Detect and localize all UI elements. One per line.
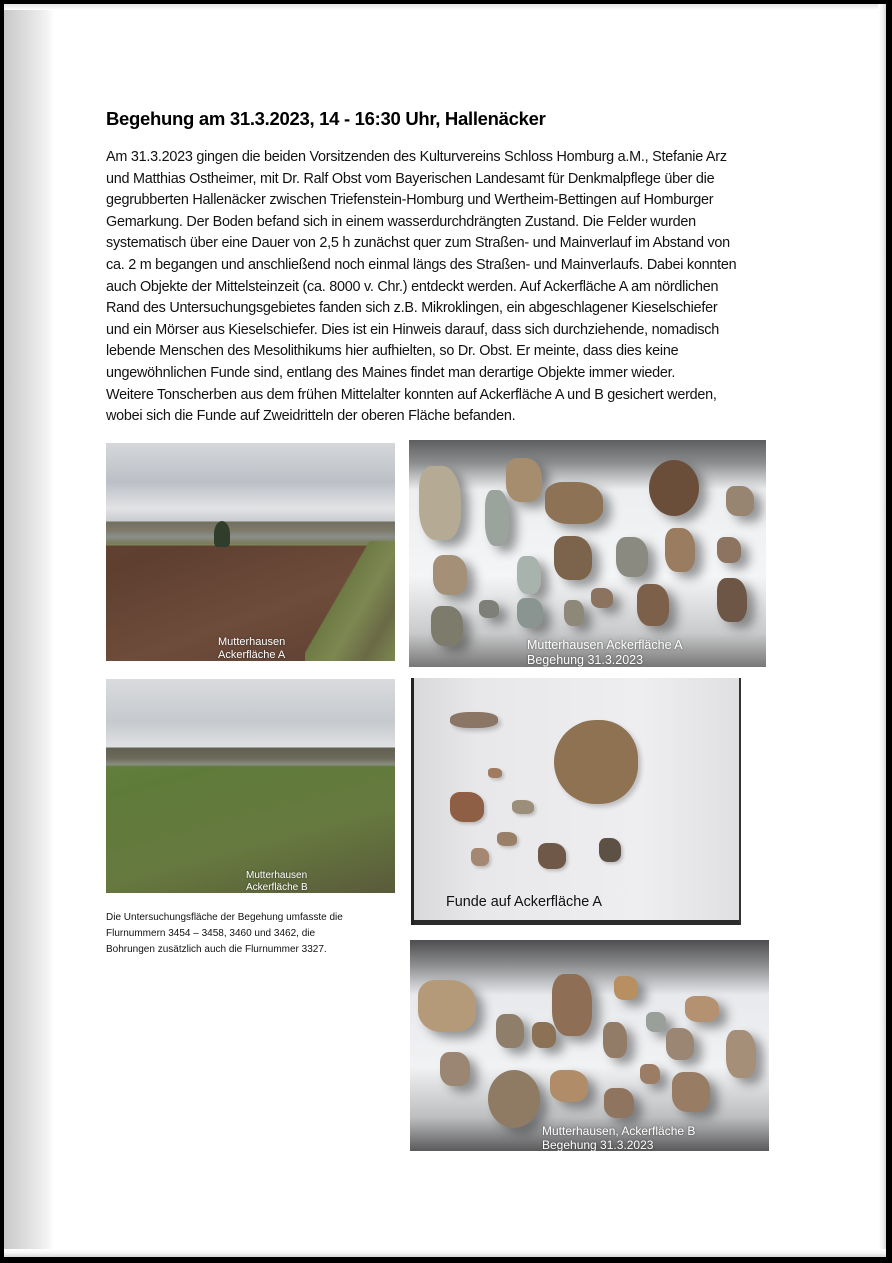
paragraph-line: ca. 2 m begangen und anschließend noch einmal längs des Straßen- und Mainverlaufs. Dabei konnten bbox=[106, 256, 737, 273]
stone bbox=[599, 838, 621, 862]
photo-label-line: Begehung 31.3.2023 bbox=[527, 652, 644, 667]
page-shadow-bottom bbox=[4, 1249, 886, 1257]
paragraph-line: Rand des Untersuchungsgebietes fanden sich z.B. Mikroklingen, ein abgeschlagener Kieselschiefer bbox=[106, 300, 718, 317]
stone bbox=[496, 1014, 524, 1048]
page-shadow-left bbox=[4, 4, 54, 1257]
stone bbox=[538, 843, 566, 869]
photo-label-line: Begehung 31.3.2023 bbox=[542, 1137, 654, 1151]
document-page bbox=[4, 4, 886, 1257]
photo-field-a bbox=[106, 443, 395, 661]
field-edge-grass bbox=[305, 541, 395, 661]
photo-label-line: Ackerfläche A bbox=[218, 648, 286, 661]
stone bbox=[616, 537, 648, 577]
stone bbox=[418, 980, 476, 1032]
stone bbox=[665, 528, 695, 572]
survey-area-note bbox=[106, 910, 386, 958]
paragraph-line: Am 31.3.2023 gingen die beiden Vorsitzenden des Kulturvereins Schloss Homburg a.M., Stefanie Arz bbox=[106, 149, 727, 165]
stone bbox=[431, 606, 463, 646]
photo-stones-a bbox=[409, 440, 766, 667]
note-line: Bohrungen zusätzlich auch die Flurnummer 3327. bbox=[106, 944, 327, 955]
stone bbox=[545, 482, 603, 524]
stone bbox=[554, 536, 592, 580]
photo-finds-a bbox=[411, 678, 741, 925]
photo-label-line: Mutterhausen bbox=[218, 636, 286, 648]
stone bbox=[497, 832, 517, 846]
paragraph-line: systematisch über eine Dauer von 2,5 h zunächst quer zum Straßen- und Mainverlauf im Abstand von bbox=[106, 235, 730, 252]
stone bbox=[517, 598, 543, 628]
stone bbox=[564, 600, 584, 626]
stone bbox=[488, 768, 502, 778]
paragraph-line: wobei sich die Funde auf Zweidritteln der oberen Fläche befanden. bbox=[106, 408, 516, 425]
stone bbox=[554, 720, 638, 804]
stone bbox=[591, 588, 613, 608]
photo-label bbox=[246, 870, 308, 893]
paragraph-line: und Matthias Ostheimer, mit Dr. Ralf Obst vom Bayerischen Landesamt für Denkmalpflege über die bbox=[106, 170, 715, 187]
paragraph-line: gegrubberten Hallenäcker zwischen Triefenstein-Homburg und Wertheim-Bettingen auf Homburger bbox=[106, 192, 714, 209]
stone bbox=[666, 1028, 694, 1060]
stone bbox=[717, 537, 741, 563]
stone bbox=[604, 1088, 634, 1118]
photo-field-b bbox=[106, 679, 395, 893]
paragraph-line: auch Objekte der Mittelsteinzeit (ca. 8000 v. Chr.) entdeckt werden. Auf Ackerfläche A am nördlichen bbox=[106, 278, 719, 295]
stone bbox=[640, 1064, 660, 1084]
stone bbox=[532, 1022, 556, 1048]
paragraph-line: und ein Mörser aus Kieselschiefer. Dies ist ein Hinweis darauf, dass sich durchziehende, nomadisch bbox=[106, 321, 720, 338]
stone bbox=[550, 1070, 588, 1102]
photo-label bbox=[542, 1125, 695, 1151]
stone bbox=[726, 1030, 756, 1078]
tree-shape bbox=[214, 521, 230, 547]
note-line: Flurnummern 3454 – 3458, 3460 und 3462, die bbox=[106, 928, 316, 939]
stone bbox=[603, 1022, 627, 1058]
stone bbox=[450, 712, 498, 728]
stone bbox=[685, 996, 719, 1022]
paragraph-line: lebende Menschen des Mesolithikums hier aufhielten, so Dr. Obst. Er meinte, dass dies keine bbox=[106, 343, 679, 360]
stone bbox=[517, 556, 541, 594]
stone bbox=[637, 584, 669, 626]
stone bbox=[614, 976, 638, 1000]
stone bbox=[440, 1052, 470, 1086]
photo-stones-b bbox=[410, 940, 769, 1151]
stone bbox=[488, 1070, 540, 1128]
photo-label-line: Ackerfläche B bbox=[246, 882, 308, 893]
report-paragraph bbox=[106, 147, 796, 428]
stone bbox=[717, 578, 747, 622]
photo-label: Funde auf Ackerfläche A bbox=[446, 894, 602, 910]
stone bbox=[419, 466, 461, 540]
stone bbox=[726, 486, 754, 516]
stone bbox=[649, 460, 699, 516]
note-line: Die Untersuchungsfläche der Begehung umfasste die bbox=[106, 912, 343, 923]
stone bbox=[646, 1012, 666, 1032]
photo-label-line: Mutterhausen bbox=[246, 870, 308, 881]
stone bbox=[479, 600, 499, 618]
stone bbox=[450, 792, 484, 822]
stone bbox=[512, 800, 534, 814]
stone bbox=[672, 1072, 710, 1112]
photo-label bbox=[527, 638, 683, 667]
stone bbox=[506, 458, 542, 502]
photo-label bbox=[218, 636, 285, 661]
stone bbox=[552, 974, 592, 1036]
stone bbox=[433, 555, 467, 595]
page-title: Begehung am 31.3.2023, 14 - 16:30 Uhr, Hallenäcker bbox=[106, 108, 546, 129]
photo-label-line: Mutterhausen, Ackerfläche B bbox=[542, 1124, 696, 1138]
stone bbox=[471, 848, 489, 866]
page-shadow-top bbox=[4, 4, 886, 10]
stone bbox=[485, 490, 509, 546]
paragraph-line: ungewöhnlichen Funde sind, entlang des Maines findet man derartige Objekte immer wieder. bbox=[106, 364, 676, 381]
page-shadow-right bbox=[878, 4, 886, 1257]
photo-label-line: Mutterhausen Ackerfläche A bbox=[527, 638, 683, 652]
paragraph-line: Gemarkung. Der Boden befand sich in einem wasserdurchdrängten Zustand. Die Felder wurden bbox=[106, 213, 696, 230]
photo-bottom-strip bbox=[414, 920, 739, 925]
paragraph-line: Weitere Tonscherben aus dem frühen Mittelalter konnten auf Ackerfläche A und B gesichert werden, bbox=[106, 386, 717, 403]
